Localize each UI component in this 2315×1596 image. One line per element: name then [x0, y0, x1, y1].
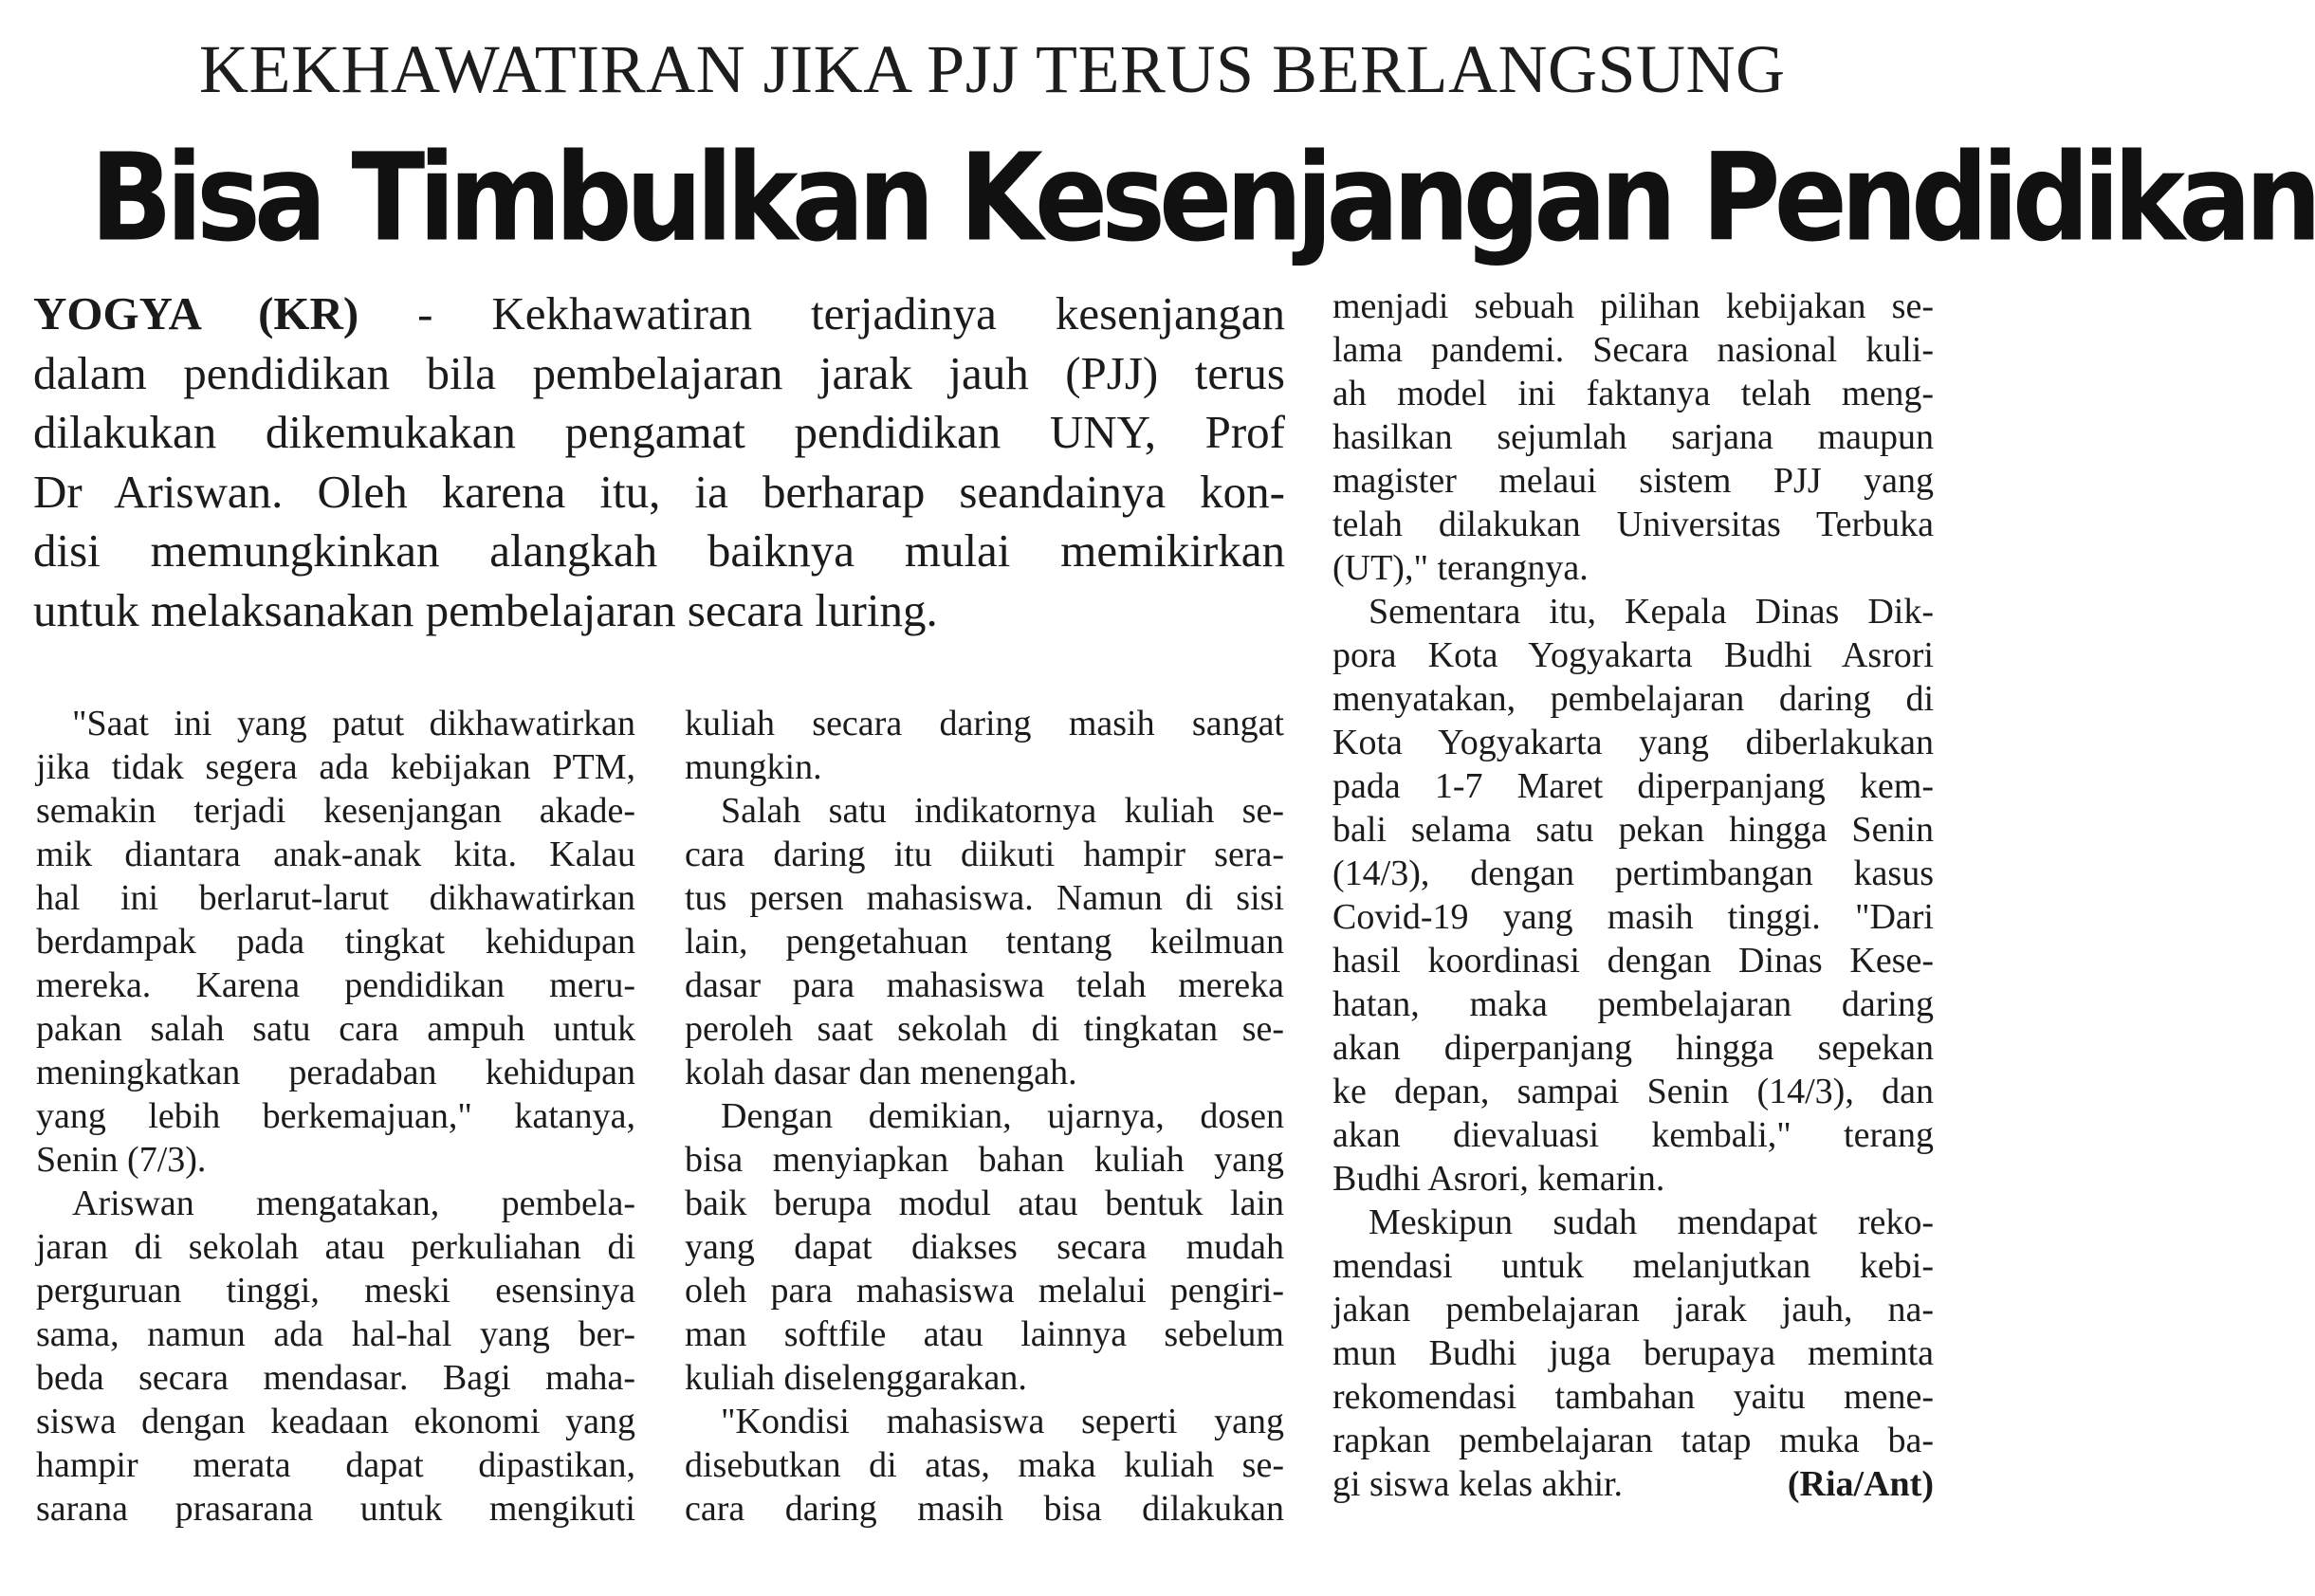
kicker-headline: KEKHAWATIRAN JIKA PJJ TERUS BERLANGSUNG [199, 31, 1786, 107]
text-line: meningkatkan peradaban kehidupan [36, 1053, 635, 1092]
text-line: yang lebih berkemajuan," katanya, [36, 1096, 635, 1136]
text-line: "Saat ini yang patut dikhawatirkan [72, 704, 635, 743]
text-line: Salah satu indikatornya kuliah se- [721, 791, 1284, 831]
text-line: lain, pengetahuan tentang keilmuan [685, 922, 1284, 962]
text-line: rekomendasi tambahan yaitu mene- [1332, 1377, 1934, 1417]
lead-line [33, 284, 1285, 344]
text-line: baik berupa modul atau bentuk lain [685, 1183, 1284, 1223]
text-line-final: gi siswa kelas akhir. [1332, 1464, 1624, 1504]
text-line: akan dievaluasi kembali," terang [1332, 1115, 1934, 1155]
body-column-3 [1332, 284, 1934, 1506]
lead-line: untuk melaksanakan pembelajaran secara luring. [33, 583, 938, 636]
text-line: berdampak pada tingkat kehidupan [36, 922, 635, 962]
text-line: menjadi sebuah pilihan kebijakan se- [1332, 286, 1934, 326]
text-line: hasilkan sejumlah sarjana maupun [1332, 417, 1934, 457]
text-line: lama pandemi. Secara nasional kuli- [1332, 330, 1934, 370]
text-line: perguruan tinggi, meski esensinya [36, 1271, 635, 1311]
byline: (Ria/Ant) [1787, 1464, 1934, 1504]
text-line: disebutkan di atas, maka kuliah se- [685, 1445, 1284, 1485]
text-line: yang dapat diakses secara mudah [685, 1227, 1284, 1267]
body-column-2 [685, 702, 1284, 1531]
text-line: ke depan, sampai Senin (14/3), dan [1332, 1072, 1934, 1111]
text-line: tus persen mahasiswa. Namun di sisi [685, 878, 1284, 918]
text-line: menyatakan, pembelajaran daring di [1332, 679, 1934, 719]
dateline: YOGYA (KR) [33, 287, 359, 339]
text-line: pora Kota Yogyakarta Budhi Asrori [1332, 635, 1934, 675]
text-line: magister melaui sistem PJJ yang [1332, 461, 1934, 501]
lead-line: dilakukan dikemukakan pengamat pendidikan UNY, Prof [33, 406, 1285, 459]
text-line: pada 1-7 Maret diperpanjang kem- [1332, 766, 1934, 806]
text-line: kuliah secara daring masih sangat [685, 704, 1284, 743]
text-line: bisa menyiapkan bahan kuliah yang [685, 1140, 1284, 1180]
lead-line-text: - Kekhawatiran terjadinya kesenjangan [358, 287, 1285, 339]
text-line: mendasi untuk melanjutkan kebi- [1332, 1246, 1934, 1286]
text-line: Kota Yogyakarta yang diberlakukan [1332, 723, 1934, 762]
text-line: man softfile atau lainnya sebelum [685, 1314, 1284, 1354]
text-line: cara daring masih bisa dilakukan [685, 1489, 1284, 1529]
text-line: Covid-19 yang masih tinggi. "Dari [1332, 897, 1934, 937]
text-line: akan diperpanjang hingga sepekan [1332, 1028, 1934, 1068]
text-line: siswa dengan keadaan ekonomi yang [36, 1402, 635, 1441]
text-line: "Kondisi mahasiswa seperti yang [721, 1402, 1284, 1441]
text-line: kolah dasar dan menengah. [685, 1053, 1077, 1092]
text-line: ah model ini faktanya telah meng- [1332, 374, 1934, 413]
text-line: rapkan pembelajaran tatap muka ba- [1332, 1421, 1934, 1460]
body-column-1 [36, 702, 635, 1531]
text-line: hampir merata dapat dipastikan, [36, 1445, 635, 1485]
text-line: mereka. Karena pendidikan meru- [36, 965, 635, 1005]
text-line: hasil koordinasi dengan Dinas Kese- [1332, 941, 1934, 981]
text-line: mungkin. [685, 747, 822, 787]
lead-paragraph [33, 284, 1285, 641]
text-line: jika tidak segera ada kebijakan PTM, [36, 747, 635, 787]
text-line: Budhi Asrori, kemarin. [1332, 1159, 1665, 1199]
text-line: semakin terjadi kesenjangan akade- [36, 791, 635, 831]
lead-line: dalam pendidikan bila pembelajaran jarak jauh (PJJ) terus [33, 346, 1285, 399]
text-line: peroleh saat sekolah di tingkatan se- [685, 1009, 1284, 1049]
text-line: cara daring itu diikuti hampir sera- [685, 835, 1284, 874]
text-line: sarana prasarana untuk mengikuti [36, 1489, 635, 1529]
text-line: (14/3), dengan pertimbangan kasus [1332, 853, 1934, 893]
text-line: telah dilakukan Universitas Terbuka [1332, 504, 1934, 544]
text-line: dasar para mahasiswa telah mereka [685, 965, 1284, 1005]
text-line: Sementara itu, Kepala Dinas Dik- [1369, 592, 1934, 632]
text-line: sama, namun ada hal-hal yang ber- [36, 1314, 635, 1354]
text-line: beda secara mendasar. Bagi maha- [36, 1358, 635, 1398]
text-line: kuliah diselenggarakan. [685, 1358, 1027, 1398]
text-line: hatan, maka pembelajaran daring [1332, 984, 1934, 1024]
text-line: (UT)," terangnya. [1332, 548, 1589, 588]
main-headline: Bisa Timbulkan Kesenjangan Pendidikan [90, 126, 2315, 268]
text-line: hal ini berlarut-larut dikhawatirkan [36, 878, 635, 918]
text-line [1332, 1462, 1934, 1506]
text-line: jakan pembelajaran jarak jauh, na- [1332, 1290, 1934, 1330]
text-line: pakan salah satu cara ampuh untuk [36, 1009, 635, 1049]
text-line: mik diantara anak-anak kita. Kalau [36, 835, 635, 874]
text-line: bali selama satu pekan hingga Senin [1332, 810, 1934, 850]
text-line: mun Budhi juga berupaya meminta [1332, 1333, 1934, 1373]
lead-line: disi memungkinkan alangkah baiknya mulai memikirkan [33, 524, 1285, 578]
text-line: Senin (7/3). [36, 1140, 207, 1180]
text-line: Meskipun sudah mendapat reko- [1369, 1202, 1934, 1242]
text-line: jaran di sekolah atau perkuliahan di [36, 1227, 635, 1267]
lead-line: Dr Ariswan. Oleh karena itu, ia berharap seandainya kon- [33, 465, 1285, 518]
text-line: Dengan demikian, ujarnya, dosen [721, 1096, 1284, 1136]
text-line: Ariswan mengatakan, pembela- [72, 1183, 635, 1223]
text-line: oleh para mahasiswa melalui pengiri- [685, 1271, 1284, 1311]
